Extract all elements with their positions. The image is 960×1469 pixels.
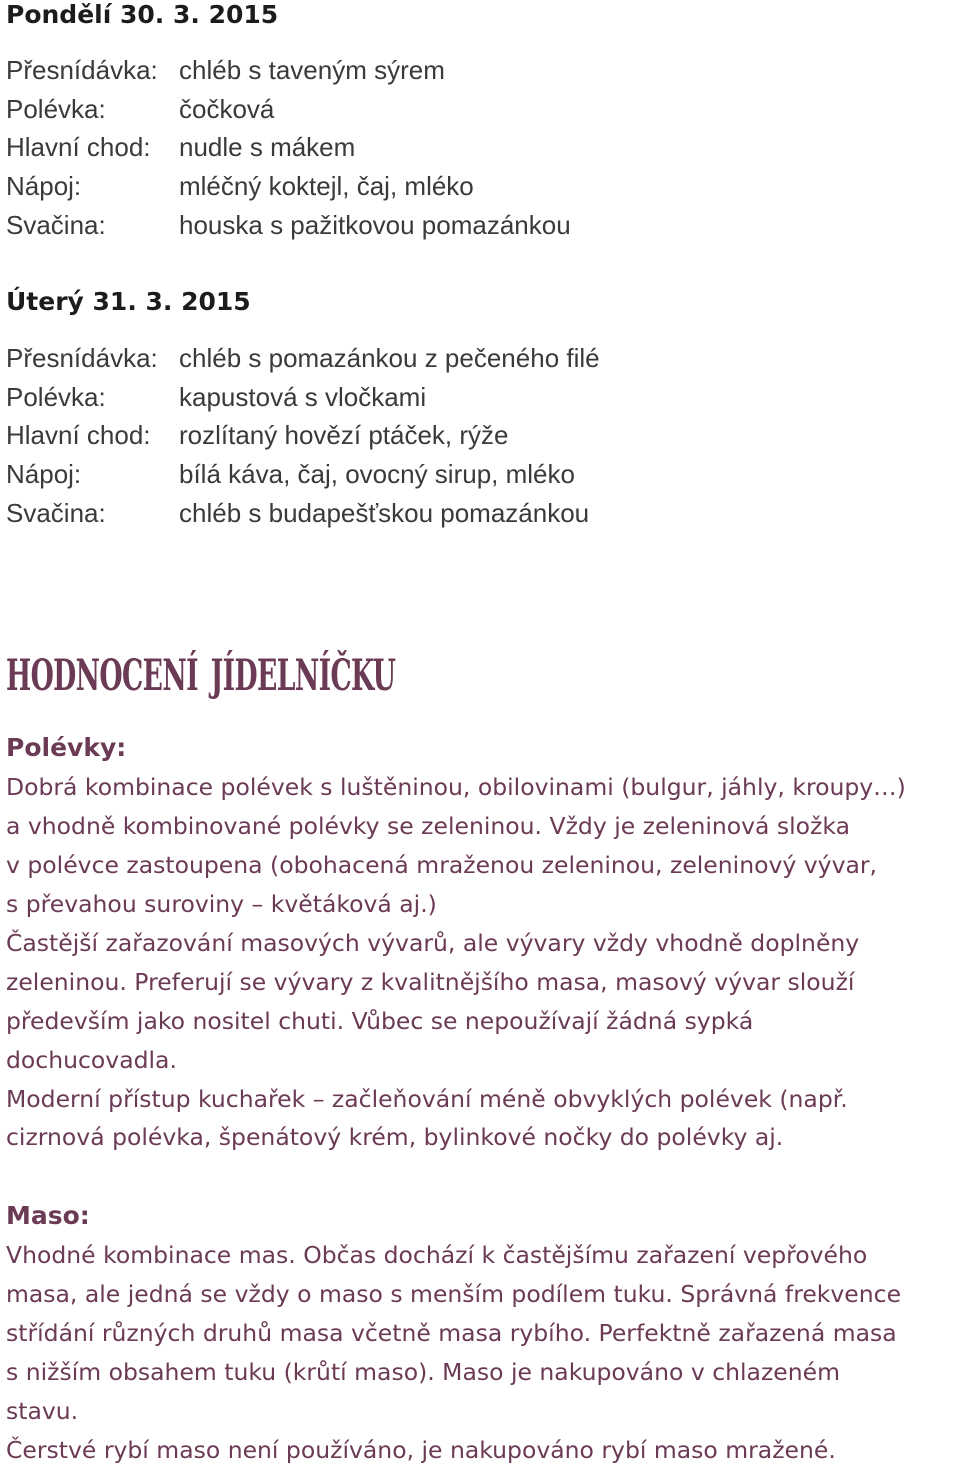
meat-paragraph — [6, 1236, 960, 1469]
text-line: Častější zařazování masových vývarů, ale vývary vždy vhodně doplněny — [6, 929, 860, 957]
menu-value: mléčný koktejl, čaj, mléko — [179, 171, 474, 202]
menu-row — [6, 51, 946, 90]
text-line: v polévce zastoupena (obohacená mraženou zeleninou, zeleninový vývar, — [6, 851, 878, 880]
text-line: masa, ale jedná se vždy o maso s menším podílem tuku. Správná frekvence — [6, 1280, 902, 1309]
menu-label: Nápoj: — [6, 459, 82, 490]
menu-value: chléb s taveným sýrem — [179, 54, 445, 85]
menu-label: Přesnídávka: — [6, 54, 158, 85]
soups-heading: Polévky: — [6, 733, 127, 762]
menu-row — [6, 90, 946, 129]
menu-row — [6, 167, 946, 206]
menu-row — [6, 206, 946, 245]
menu-value: bílá káva, čaj, ovocný sirup, mléko — [179, 459, 575, 490]
text-line: s převahou suroviny – květáková aj.) — [6, 890, 437, 919]
menu-value: nudle s mákem — [179, 132, 356, 163]
menu-row — [6, 378, 946, 417]
menu-monday — [6, 51, 946, 245]
menu-label: Svačina: — [6, 498, 106, 529]
menu-row — [6, 129, 946, 168]
menu-value: kapustová s vločkami — [179, 381, 427, 412]
menu-value: chléb s budapešťskou pomazánkou — [179, 498, 590, 529]
text-line: Čerstvé rybí maso není používáno, je nakupováno rybí maso mražené. — [6, 1435, 836, 1464]
menu-label: Nápoj: — [6, 171, 82, 202]
text-line: cizrnová polévka, špenátový krém, bylinkové nočky do polévky aj. — [6, 1123, 784, 1152]
menu-value: houska s pažitkovou pomazánkou — [179, 210, 571, 241]
menu-value: rozlítaný hovězí ptáček, rýže — [179, 420, 509, 451]
text-line: především jako nositel chuti. Vůbec se nepoužívají žádná sypká — [6, 1006, 754, 1035]
menu-label: Hlavní chod: — [6, 132, 151, 163]
text-line: s nižším obsahem tuku (krůtí maso). Maso je nakupováno v chlazeném — [6, 1358, 840, 1387]
text-line: Moderní přístup kuchařek – začleňování méně obvyklých polévek (např. — [6, 1084, 848, 1113]
menu-label: Přesnídávka: — [6, 342, 158, 373]
menu-tuesday — [6, 339, 946, 533]
menu-row — [6, 455, 946, 494]
menu-value: čočková — [179, 93, 275, 124]
text-line: střídání různých druhů masa včetně masa rybího. Perfektně zařazená masa — [6, 1319, 897, 1348]
day-heading-monday: Pondělí 30. 3. 2015 — [6, 0, 279, 29]
menu-label: Polévka: — [6, 93, 106, 124]
text-line: zeleninou. Preferují se vývary z kvalitnějšího masa, masový vývar slouží — [6, 967, 855, 996]
meat-heading: Maso: — [6, 1201, 90, 1230]
soups-paragraph — [6, 768, 960, 1157]
menu-row — [6, 494, 946, 533]
text-line: dochucovadla. — [6, 1045, 177, 1074]
menu-value: chléb s pomazánkou z pečeného filé — [179, 342, 600, 373]
section-title: hodnocení jídelníčku — [6, 632, 396, 705]
text-line: stavu. — [6, 1397, 79, 1425]
text-line: Vhodné kombinace mas. Občas dochází k častějšímu zařazení vepřového — [6, 1241, 868, 1270]
menu-row — [6, 339, 946, 378]
menu-row — [6, 417, 946, 456]
menu-label: Polévka: — [6, 381, 106, 412]
menu-label: Svačina: — [6, 210, 106, 241]
menu-label: Hlavní chod: — [6, 420, 151, 451]
day-heading-tuesday: Úterý 31. 3. 2015 — [6, 287, 251, 316]
text-line: Dobrá kombinace polévek s luštěninou, obilovinami (bulgur, jáhly, kroupy…) — [6, 773, 906, 802]
text-line: a vhodně kombinované polévky se zeleninou. Vždy je zeleninová složka — [6, 812, 850, 841]
